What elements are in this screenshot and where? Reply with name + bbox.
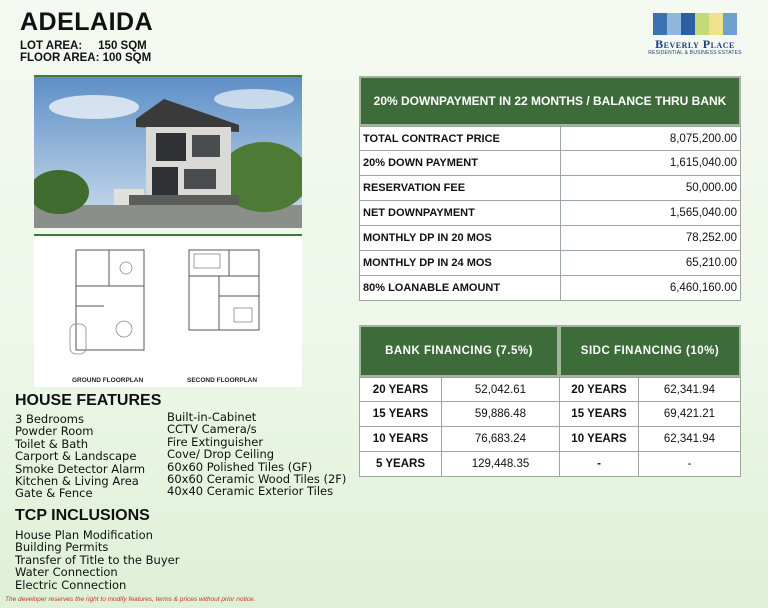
financing-bank-amount: 129,448.35 bbox=[442, 452, 560, 476]
payment-row-value: 1,565,040.00 bbox=[669, 207, 737, 219]
payment-row-label: MONTHLY DP IN 20 MOS bbox=[360, 226, 561, 250]
payment-row-label: TOTAL CONTRACT PRICE bbox=[360, 127, 561, 150]
floorplans bbox=[34, 234, 302, 387]
house-photo bbox=[34, 75, 302, 228]
payment-row bbox=[359, 176, 741, 201]
house-features-list-right bbox=[167, 411, 346, 498]
payment-row-value: 1,615,040.00 bbox=[669, 157, 737, 169]
financing-sidc-amount: 62,341.94 bbox=[663, 433, 716, 445]
financing-row bbox=[359, 452, 741, 477]
payment-row bbox=[359, 151, 741, 176]
financing-bank-amount: 52,042.61 bbox=[442, 378, 560, 401]
payment-row-value: 65,210.00 bbox=[685, 257, 737, 269]
house-feature-item: Fire Extinguisher bbox=[167, 434, 264, 449]
financing-bank-term: 20 YEARS bbox=[360, 378, 442, 401]
tcp-inclusion-item: House Plan Modification bbox=[15, 528, 153, 542]
tcp-inclusion-item: Electric Connection bbox=[15, 577, 127, 592]
payment-row-label: MONTHLY DP IN 24 MOS bbox=[360, 251, 561, 275]
financing-sidc-term: - bbox=[560, 452, 639, 476]
tcp-inclusions-heading: TCP INCLUSIONS bbox=[15, 507, 150, 524]
payment-row-label: 80% LOANABLE AMOUNT bbox=[360, 276, 561, 300]
tcp-inclusion-item: Water Connection bbox=[15, 565, 118, 580]
payment-row bbox=[359, 201, 741, 226]
payment-row-value: 6,460,160.00 bbox=[669, 282, 737, 294]
house-feature-item: Powder Room bbox=[15, 424, 94, 439]
logo-name: Beverly Place bbox=[655, 37, 735, 51]
house-feature-item: Smoke Detector Alarm bbox=[15, 461, 146, 476]
financing-sidc-term: 20 YEARS bbox=[560, 378, 639, 401]
tcp-inclusion-item: Transfer of Title to the Buyer bbox=[15, 552, 180, 567]
financing-row bbox=[359, 427, 741, 452]
ground-floorplan-label: GROUND FLOORPLAN bbox=[72, 377, 144, 384]
financing-row bbox=[359, 377, 741, 402]
financing-bank-term: 5 YEARS bbox=[360, 452, 442, 476]
financing-sidc-term: 10 YEARS bbox=[560, 427, 639, 451]
payment-table-heading: 20% DOWNPAYMENT IN 22 MONTHS / BALANCE THRU BANK bbox=[359, 76, 741, 126]
disclaimer: The developer reserves the right to modify features, terms & prices without prior notice. bbox=[5, 596, 256, 603]
financing-sidc-amount: - bbox=[687, 458, 692, 470]
house-feature-item: Built-in-Cabinet bbox=[167, 410, 257, 424]
logo-subtitle: RESIDENTIAL & BUSINESS ESTATES bbox=[648, 50, 742, 56]
financing-bank-term: 10 YEARS bbox=[360, 427, 442, 451]
payment-row bbox=[359, 226, 741, 251]
lot-area: LOT AREA: 150 SQM bbox=[20, 40, 147, 52]
floor-area: FLOOR AREA: 100 SQM bbox=[20, 52, 152, 64]
logo-mark-icon bbox=[653, 13, 737, 35]
payment-row-value: 50,000.00 bbox=[685, 182, 737, 194]
house-feature-item: Cove/ Drop Ceiling bbox=[167, 447, 275, 462]
house-feature-item: CCTV Camera/s bbox=[167, 422, 257, 437]
financing-sidc-term: 15 YEARS bbox=[560, 402, 639, 426]
house-feature-item: Gate & Fence bbox=[15, 486, 93, 501]
house-feature-item: 60x60 Polished Tiles (GF) bbox=[167, 459, 313, 474]
payment-row-value: 78,252.00 bbox=[685, 232, 737, 244]
second-floorplan-label: SECOND FLOORPLAN bbox=[187, 377, 258, 384]
house-feature-item: Carport & Landscape bbox=[15, 449, 137, 464]
financing-bank-amount: 76,683.24 bbox=[442, 427, 560, 451]
payment-row-label: NET DOWNPAYMENT bbox=[360, 201, 561, 225]
financing-sidc-amount: 69,421.21 bbox=[663, 408, 716, 420]
payment-row bbox=[359, 251, 741, 276]
payment-row bbox=[359, 126, 741, 151]
page-title: ADELAIDA bbox=[20, 8, 154, 36]
financing-row bbox=[359, 402, 741, 427]
bank-financing-heading: BANK FINANCING (7.5%) bbox=[359, 325, 559, 377]
house-feature-item: Kitchen & Living Area bbox=[15, 474, 139, 489]
sidc-financing-heading: SIDC FINANCING (10%) bbox=[559, 325, 741, 377]
tcp-inclusions-list bbox=[15, 529, 179, 591]
house-feature-item: 3 Bedrooms bbox=[15, 412, 84, 426]
payment-row-label: 20% DOWN PAYMENT bbox=[360, 151, 561, 175]
financing-sidc-amount: 62,341.94 bbox=[663, 383, 716, 396]
house-features-heading: HOUSE FEATURES bbox=[15, 392, 162, 409]
payment-row-label: RESERVATION FEE bbox=[360, 176, 561, 200]
payment-row-value: 8,075,200.00 bbox=[669, 132, 737, 145]
payment-row bbox=[359, 276, 741, 301]
financing-bank-term: 15 YEARS bbox=[360, 402, 442, 426]
house-features-list-left bbox=[15, 413, 145, 500]
house-feature-item: 40x40 Ceramic Exterior Tiles bbox=[167, 484, 334, 499]
tcp-inclusion-item: Building Permits bbox=[15, 540, 109, 555]
house-feature-item: Toilet & Bath bbox=[15, 436, 89, 451]
house-feature-item: 60x60 Ceramic Wood Tiles (2F) bbox=[167, 472, 347, 487]
financing-bank-amount: 59,886.48 bbox=[442, 402, 560, 426]
